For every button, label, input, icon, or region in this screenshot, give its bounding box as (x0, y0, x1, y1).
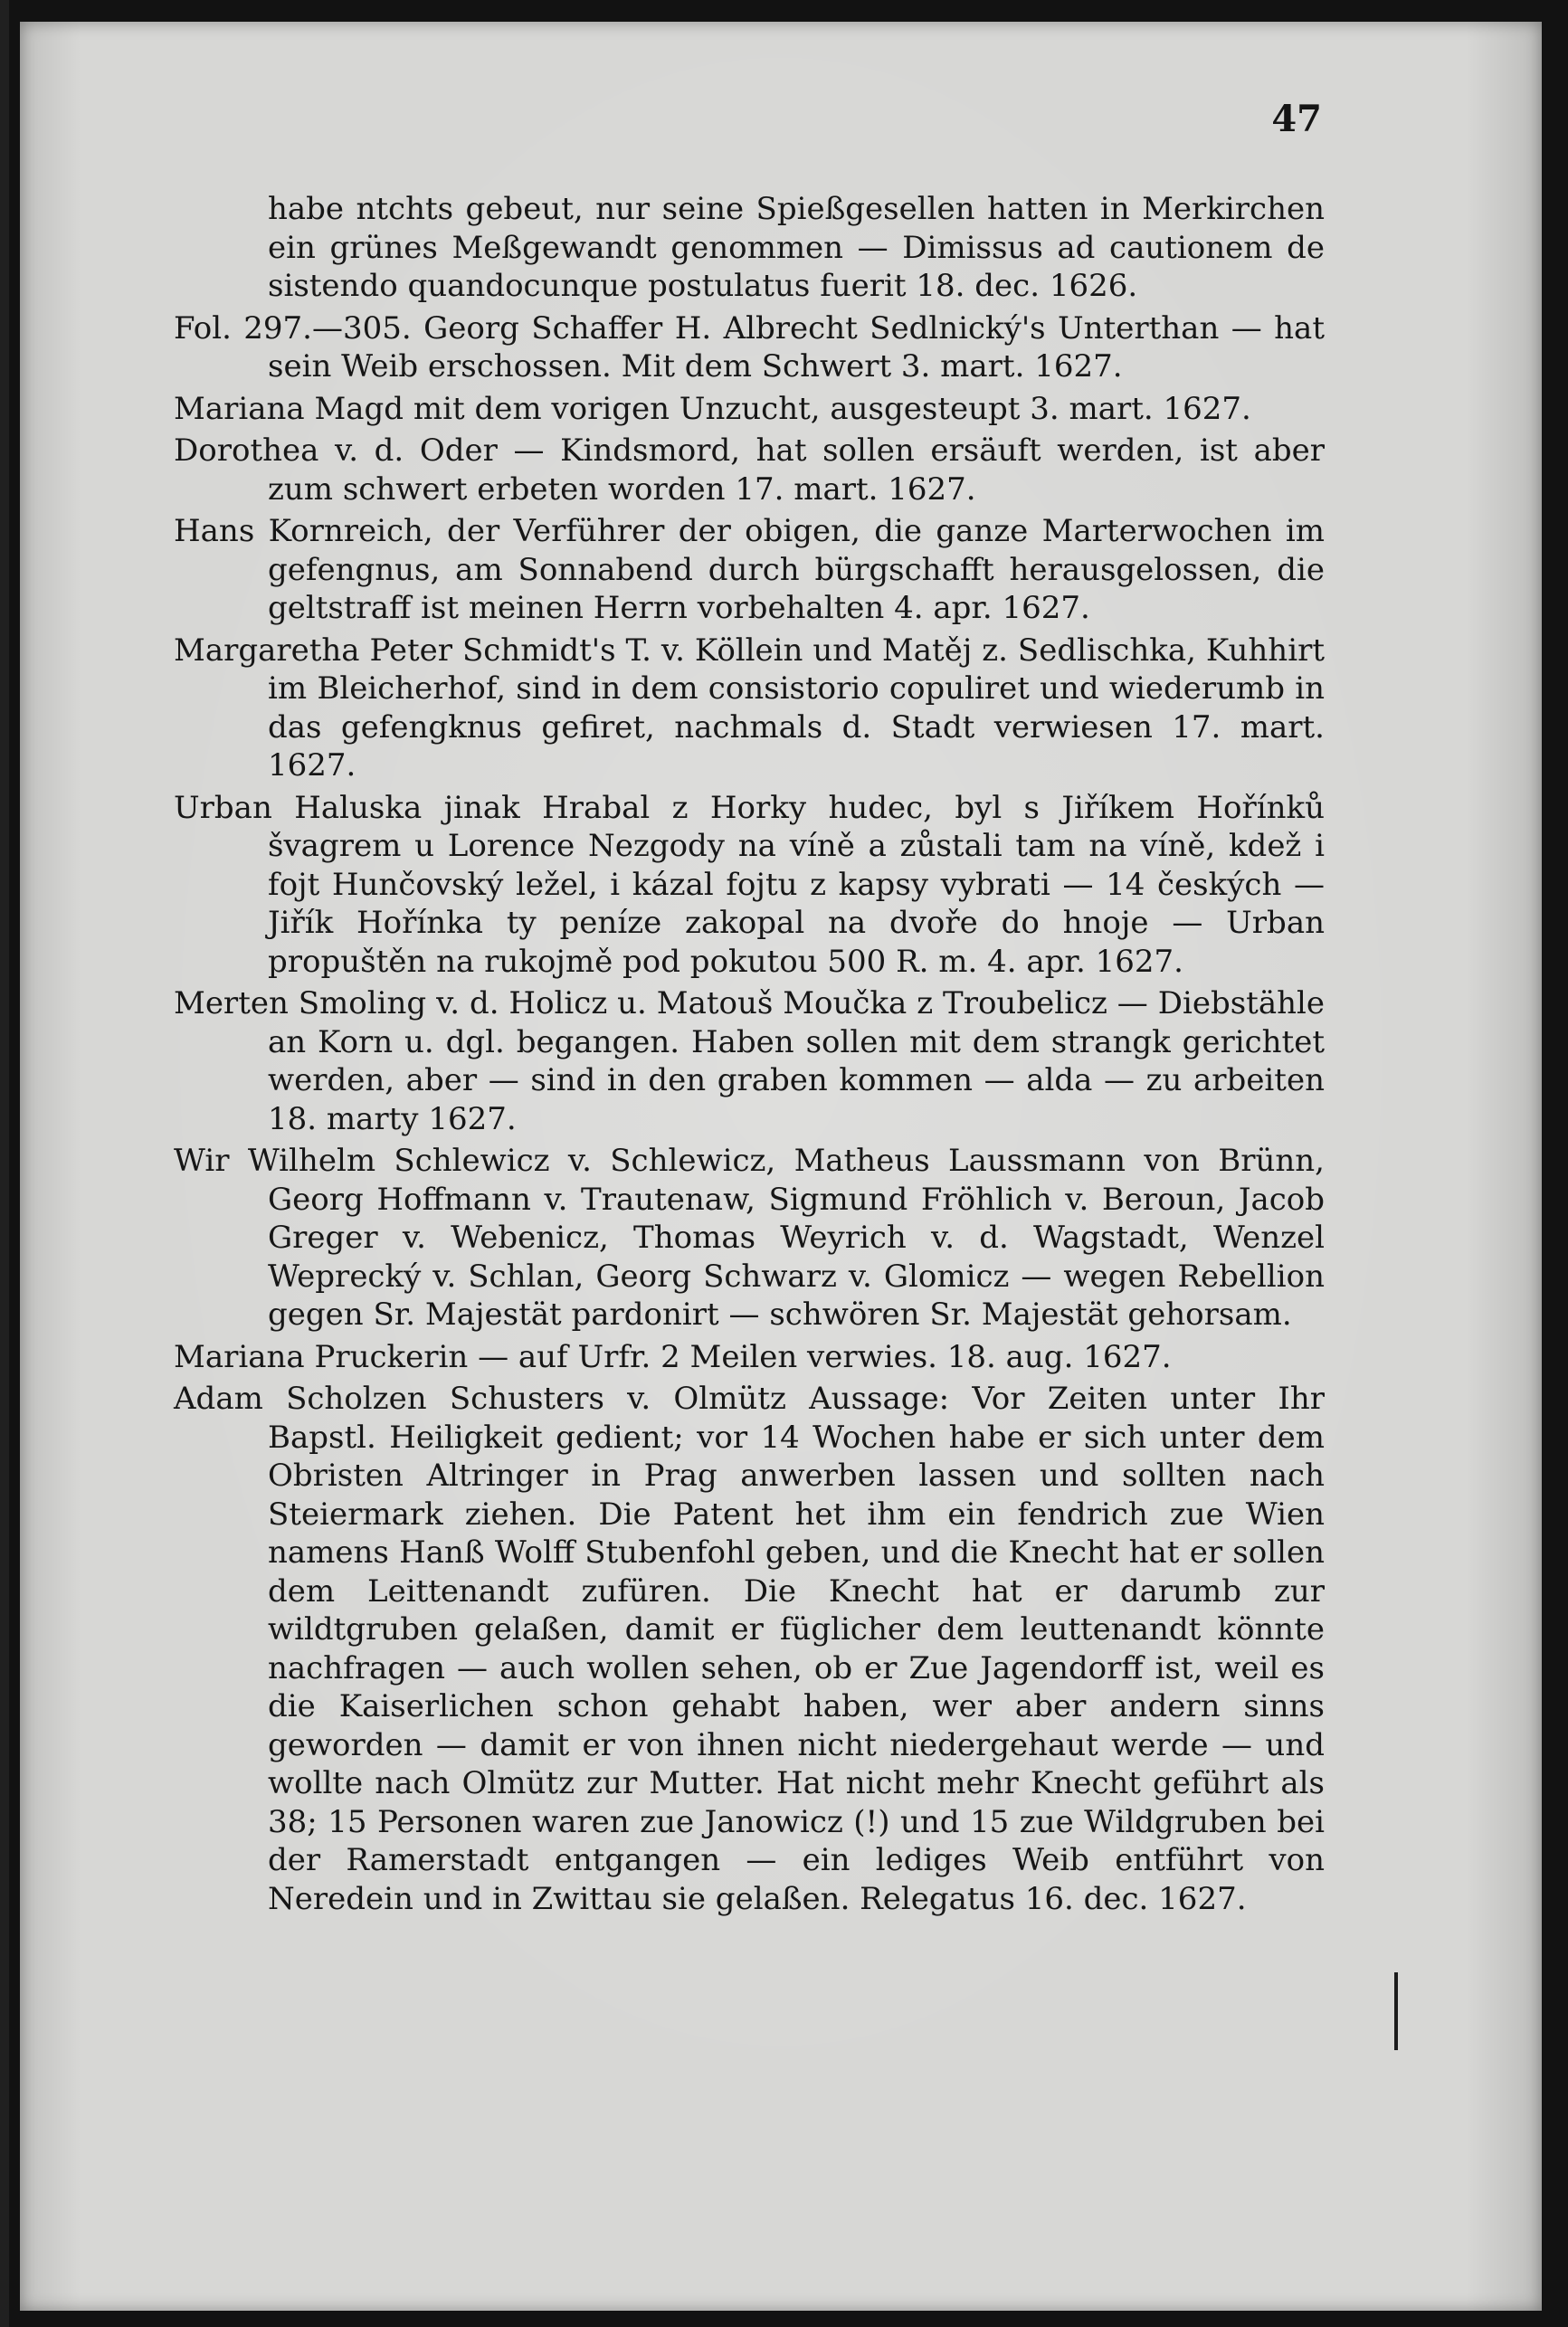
text-entry: Urban Haluska jinak Hrabal z Horky hudec, byl s Jiříkem Hořínků švagrem u Lorence Nezgody na víně a zůstali tam na víně, kdež i fojt Hunčovský ležel, i kázal fojtu z kapsy vybrati — 14 českých — Jiřík Hořínka ty peníze zakopal na dvoře do hnoje — Urban propuštěn na rukojmě pod pokutou 500 R. m. 4. apr. 1627. (174, 789, 1325, 980)
text-entry: Merten Smoling v. d. Holicz u. Matouš Moučka z Troubelicz — Diebstähle an Korn u. dgl. begangen. Haben sollen mit dem strangk gerichtet werden, aber — sind in den graben kommen — alda — zu arbeiten 18. marty 1627. (174, 985, 1325, 1137)
text-entry: habe ntchts gebeut, nur seine Spießgesellen hatten in Merkirchen ein grünes Meßgewandt genommen — Dimissus ad cautionem de sistendo quandocunque postulatus fuerit 18. dec. 1626. (268, 191, 1325, 304)
page-number: 47 (1271, 98, 1322, 140)
page-text (174, 190, 1325, 1922)
text-entry: Dorothea v. d. Oder — Kindsmord, hat sollen ersäuft werden, ist aber zum schwert erbeten worden 17. mart. 1627. (174, 432, 1325, 508)
margin-mark (1394, 1972, 1398, 2050)
text-entry: Mariana Magd mit dem vorigen Unzucht, ausgesteupt 3. mart. 1627. (174, 390, 1251, 427)
text-entry: Fol. 297.—305. Georg Schaffer H. Albrecht Sedlnický's Unterthan — hat sein Weib erschossen. Mit dem Schwert 3. mart. 1627. (174, 309, 1325, 385)
scan-left-edge (0, 0, 9, 2327)
text-entry: Hans Kornreich, der Verführer der obigen, die ganze Marterwochen im gefengnus, am Sonnabend durch bürgschafft herausgelossen, die geltstraff ist meinen Herrn vorbehalten 4. apr. 1627. (174, 513, 1325, 626)
text-entry: Wir Wilhelm Schlewicz v. Schlewicz, Matheus Laussmann von Brünn, Georg Hoffmann v. Trautenaw, Sigmund Fröhlich v. Beroun, Jacob Greger v. Webenicz, Thomas Weyrich v. d. Wagstadt, Wenzel Weprecký v. Schlan, Georg Schwarz v. Glomicz — wegen Rebellion gegen Sr. Majestät pardonirt — schwören Sr. Majestät gehorsam. (174, 1143, 1325, 1333)
text-entry: Margaretha Peter Schmidt's T. v. Köllein und Matěj z. Sedlischka, Kuhhirt im Bleicherhof, sind in dem consistorio copuliret und wiederumb in das gefengknus gefiret, nachmals d. Stadt verwiesen 17. mart. 1627. (174, 632, 1325, 784)
text-entry: Adam Scholzen Schusters v. Olmütz Aussage: Vor Zeiten unter Ihr Bapstl. Heiligkeit gedient; vor 14 Wochen habe er sich unter dem Obristen Altringer in Prag anwerben lassen und sollten nach Steiermark ziehen. Die Patent het ihm ein fendrich zue Wien namens Hanß Wolff Stubenfohl geben, und die Knecht hat er sollen dem Leittenandt zufüren. Die Knecht hat er darumb zur wildtgruben gelaßen, damit er füglicher dem leuttenandt könnte nachfragen — auch wollen sehen, ob er Zue Jagendorff ist, weil es die Kaiserlichen schon gehabt haben, wer aber andern sinns geworden — damit er von ihnen nicht niedergehaut werde — und wollte nach Olmütz zur Mutter. Hat nicht mehr Knecht geführt als 38; 15 Personen waren zue Janowicz (!) und 15 zue Wildgruben bei der Ramerstadt entgangen — ein lediges Weib entführt von Neredein und in Zwittau sie gelaßen. Relegatus 16. dec. 1627. (174, 1381, 1325, 1917)
text-entry: Mariana Pruckerin — auf Urfr. 2 Meilen verwies. 18. aug. 1627. (174, 1338, 1172, 1375)
